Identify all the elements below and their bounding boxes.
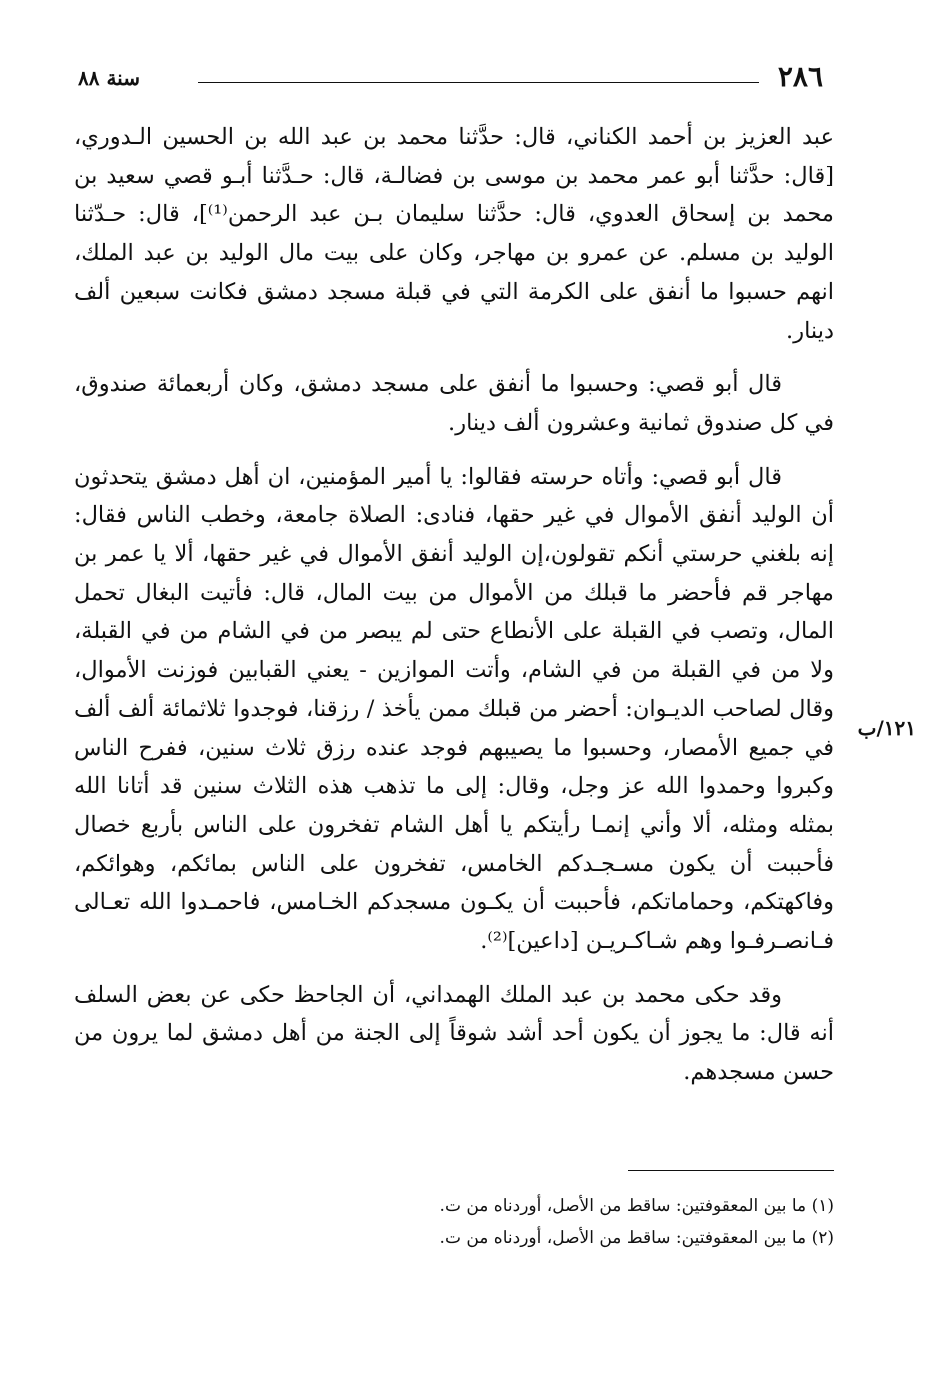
- page-number: ٢٨٦: [777, 60, 823, 93]
- manuscript-folio-note: ١٢١/ب: [857, 716, 916, 740]
- main-text: [74, 118, 834, 1092]
- footnote-1: (١) ما بين المعقوفتين: ساقط من الأصل، أوردناه من ت.: [439, 1196, 834, 1216]
- footnote-rule: [628, 1170, 834, 1171]
- paragraph-isnad: عبد العزيز بن أحمد الكناني، قال: حدَّثنا محمد بن عبد الله بن الحسين الـدوري، [قال: حدَّثنا أبو عمر محمد بن موسى بن فضالـة، قال: حـدَّثنا أبـو قصي سعيد بن محمد بن إسحاق العدوي، قال: حدَّثنا سليمان بـن عبد الرحمن⁽¹⁾]، قال: حـدّثنا الوليد بن مسلم. عن عمرو بن مهاجر، وكان على بيت مال الوليد بن عبد الملك، انهم حسبوا ما أنفق على الكرمة التي في قبلة مسجد دمشق فكانت سبعين ألف دينار.: [74, 124, 834, 344]
- page-header: [78, 60, 823, 96]
- footnote-2: (٢) ما بين المعقوفتين: ساقط من الأصل، أوردناه من ت.: [439, 1228, 834, 1248]
- header-rule: [198, 82, 759, 83]
- paragraph-abu-qusay-2: قال أبو قصي: وأتاه حرسته فقالوا: يا أمير المؤمنين، ان أهل دمشق يتحدثون أن الوليد أنفق الأموال في غير حقها، فنادى: الصلاة جامعة، وخطب الناس فقال: إنه بلغني حرستي أنكم تقولون،إن الوليد أنفق الأموال في غير حقها، ألا يا عمر بن مهاجر قم فأحضر ما قبلك من الأموال من بيت المال، قال: فأتيت البغال تحمل المال، وتصب في القبلة على الأنطاع حتى لم يبصر من في الشام من في القبلة، ولا من في القبلة من في الشام، وأتت الموازين - يعني القبابين فوزنت الأموال، وقال لصاحب الديـوان: أحضر من قبلك ممن يأخذ / رزقنا، فوجدوا ثلاثمائة ألف ألف في جميع الأمصار، وحسبوا ما يصيبهم فوجد عنده رزق ثلاث سنين، ففرح الناس وكبروا وحمدوا الله عز وجل، وقال: إلى ما تذهب هذه الثلاث سنين قد أتانا الله بمثله ومثله، ألا وأني إنمـا رأيتكم يا أهل الشام تفخرون على الناس بأربع خصال فأحببت أن يكون مسـجـدكم الخامس، تفخرون على الناس بمائكم، وهوائكم، وفاكهتكم، وحماماتكم، فأحببت أن يكـون مسجدكم الخـامس، فاحمـدوا الله تعـالى فـانصـرفـوا وهم شـاكـريـن [داعين]⁽²⁾.: [74, 463, 834, 955]
- paragraph-abu-qusay-1: قال أبو قصي: وحسبوا ما أنفق على مسجد دمشق، وكان أربعمائة صندوق، في كل صندوق ثمانية وعشرون ألف دينار.: [74, 371, 834, 436]
- footnotes: [320, 1190, 834, 1254]
- running-title: سنة ٨٨: [78, 66, 140, 90]
- paragraph-jahiz: وقد حكى محمد بن عبد الملك الهمداني، أن الجاحظ حكى عن بعض السلف أنه قال: ما يجوز أن يكون أحد أشد شوقاً إلى الجنة من أهل دمشق لما يرون من حسن مسجدهم.: [74, 981, 834, 1086]
